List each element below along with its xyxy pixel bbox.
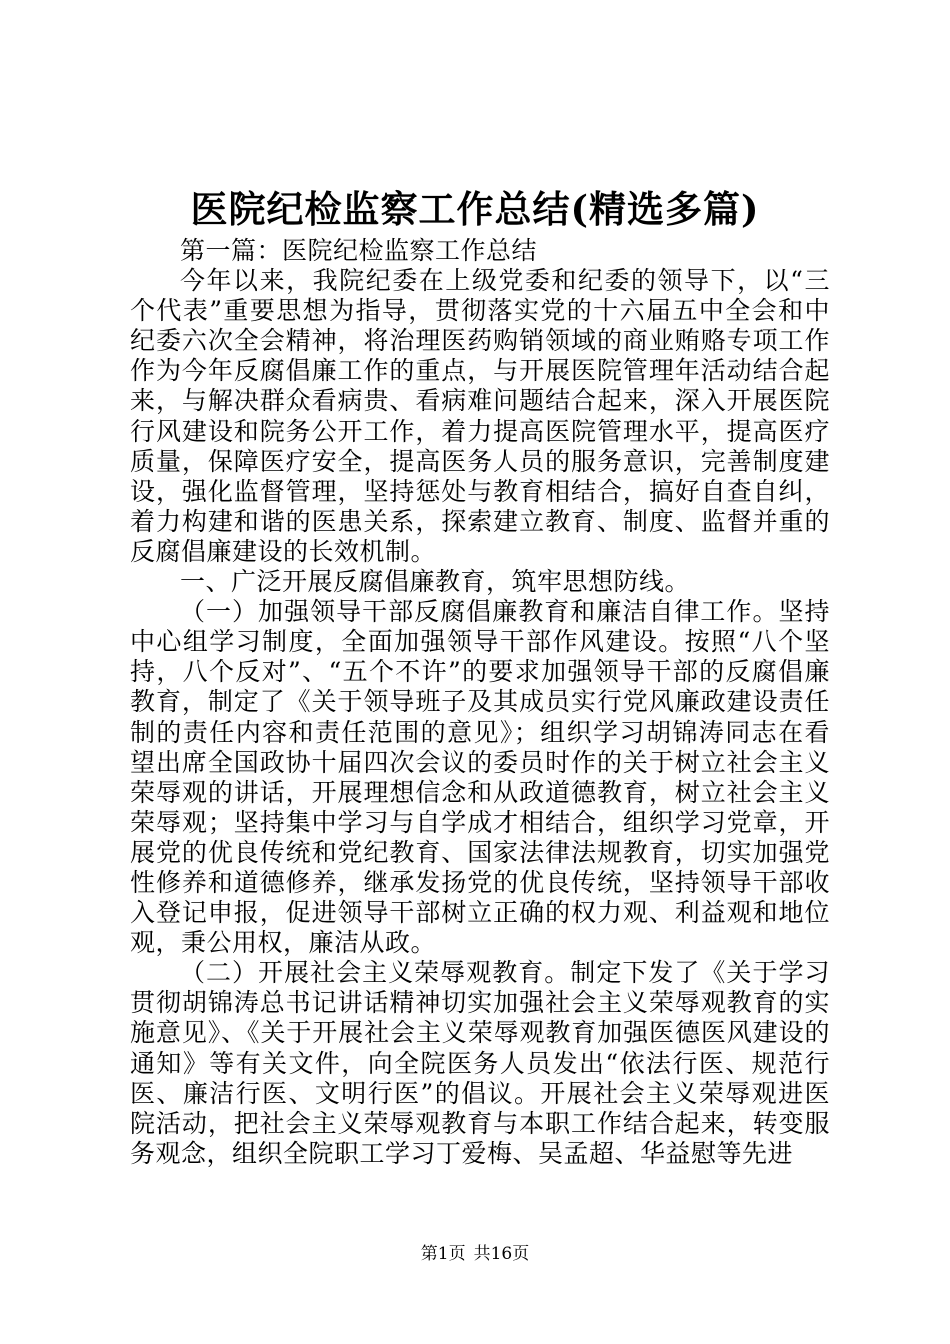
body-paragraph: （一）加强领导干部反腐倡廉教育和廉洁自律工作。坚持中心组学习制度，全面加强领导干部作风建设。按照“八个坚持，八个反对”、“五个不许”的要求加强领导干部的反腐倡廉教育，制定了《关于领导班子及其成员实行党风廉政建设责任制的责任内容和责任范围的意见》；组织学习胡锦涛同志在看望出席全国政协十届四次会议的委员时作的关于树立社会主义荣辱观的讲话，开展理想信念和从政道德教育，树立社会主义荣辱观；坚持集中学习与自学成才相结合，组织学习党章，开展党的优良传统和党纪教育、国家法律法规教育，切实加强党性修养和道德修养，继承发扬党的优良传统，坚持领导干部收入登记申报，促进领导干部树立正确的权力观、利益观和地位观，秉公用权，廉洁从政。 xyxy=(130,597,830,958)
section-heading: 第一篇：医院纪检监察工作总结 xyxy=(180,236,538,265)
section-heading: 一、广泛开展反腐倡廉教育，筑牢思想防线。 xyxy=(180,567,691,597)
body-paragraph: （二）开展社会主义荣辱观教育。制定下发了《关于学习贯彻胡锦涛总书记讲话精神切实加强社会主义荣辱观教育的实施意见》、《关于开展社会主义荣辱观教育加强医德医风建设的通知》等有关文件，向全院医务人员发出“依法行医、规范行医、廉洁行医、文明行医”的倡议。开展社会主义荣辱观进医院活动，把社会主义荣辱观教育与本职工作结合起来，转变服务观念，组织全院职工学习丁爱梅、吴孟超、华益慰等先进 xyxy=(130,958,830,1168)
document-body xyxy=(130,236,830,1169)
page-total: 共16页 xyxy=(473,1244,530,1264)
page-number: 第1页 xyxy=(420,1244,466,1264)
body-paragraph: 今年以来，我院纪委在上级党委和纪委的领导下，以“三个代表”重要思想为指导，贯彻落实党的十六届五中全会和中纪委六次全会精神，将治理医药购销领域的商业贿赂专项工作作为今年反腐倡廉工作的重点，与开展医院管理年活动结合起来，与解决群众看病贵、看病难问题结合起来，深入开展医院行风建设和院务公开工作，着力提高医院管理水平，提高医疗质量，保障医疗安全，提高医务人员的服务意识，完善制度建设，强化监督管理，坚持惩处与教育相结合，搞好自查自纠，着力构建和谐的医患关系，探索建立教育、制度、监督并重的反腐倡廉建设的长效机制。 xyxy=(130,266,830,566)
page-footer xyxy=(0,1242,950,1266)
document-title: 医院纪检监察工作总结(精选多篇) xyxy=(190,187,760,231)
